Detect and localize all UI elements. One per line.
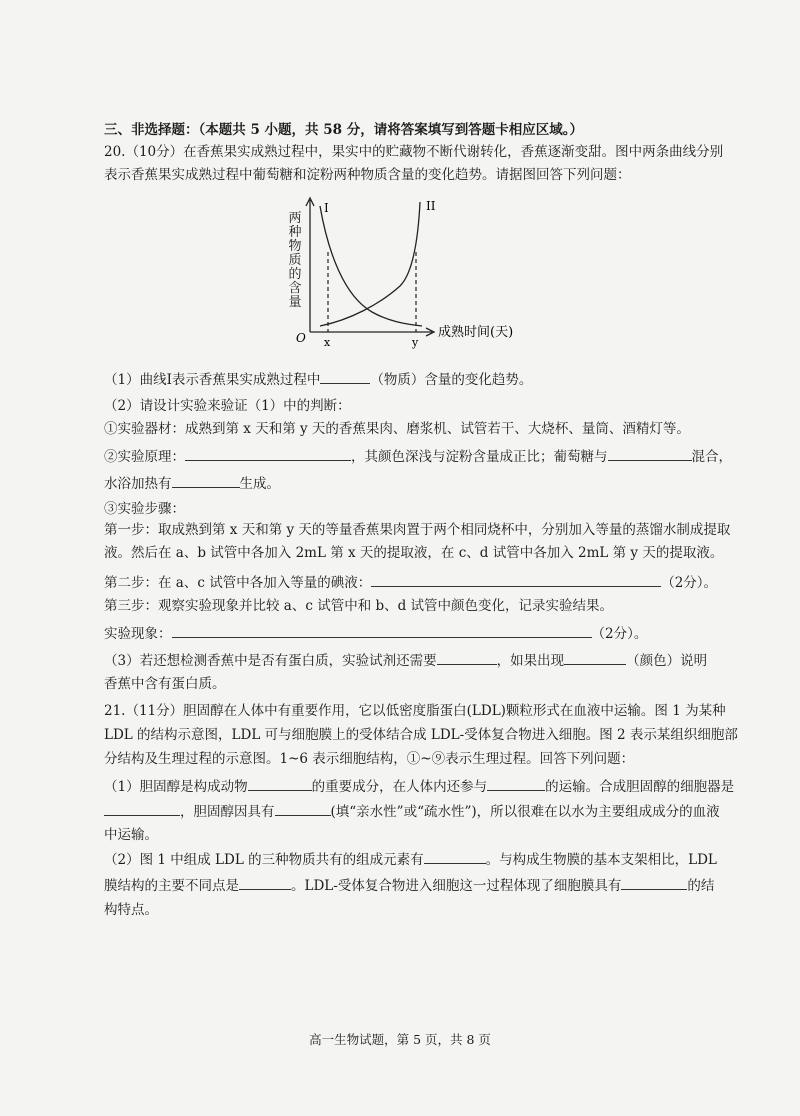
answer-blank[interactable] <box>248 777 312 791</box>
answer-blank[interactable] <box>185 447 351 461</box>
q20-materials: ①实验器材：成熟到第 x 天和第 y 天的香蕉果肉、磨浆机、试管若干、大烧杯、量筒、酒精灯等。 <box>104 421 690 437</box>
q20-phenomenon-text: 实验现象： <box>104 626 172 642</box>
q20-step-1-line-2: 液。然后在 a、b 试管中各加入 2mL 第 x 天的提取液，在 c、d 试管中各加入 2mL 第 y 天的提取液。 <box>104 545 724 561</box>
q21-p1-text-b: 的重要成分，在人体内还参与 <box>311 779 488 795</box>
answer-blank[interactable] <box>275 802 331 816</box>
q20-part-3-line-1 <box>104 651 744 670</box>
q20-intro-line-1: 20.（10分）在香蕉果实成熟过程中，果实中的贮藏物不断代谢转化，香蕉逐渐变甜。图中两条曲线分别 <box>104 144 724 160</box>
answer-blank[interactable] <box>424 850 486 864</box>
q20-p1-text-a: （1）曲线Ⅰ表示香蕉果实成熟过程中 <box>104 372 321 388</box>
y-tick-label: y <box>412 336 419 349</box>
q21-p2-text-a: （2）图 1 中组成 LDL 的三种物质共有的组成元素有 <box>104 852 424 868</box>
curve-2 <box>320 202 420 326</box>
q21-part-1-line-1 <box>104 777 744 796</box>
q20-p3-text-c: （颜色）说明 <box>626 653 708 669</box>
answer-blank[interactable] <box>608 447 692 461</box>
q21-p1-text-a: （1）胆固醇是构成动物 <box>104 779 248 795</box>
q21-p1-text-e: (填“亲水性”或“疏水性”)，所以很难在以水为主要组成成分的血液 <box>330 804 720 820</box>
q20-phenomenon <box>104 624 744 643</box>
answer-blank[interactable] <box>320 370 370 384</box>
q20-step-1-line-1: 第一步：取成熟到第 x 天和第 y 天的等量香蕉果肉置于两个相同烧杯中，分别加入等量的蒸馏水制成提取 <box>104 522 731 538</box>
q21-p2-text-d: 。LDL-受体复合物进入细胞这一过程体现了细胞膜具有 <box>291 878 622 894</box>
q21-intro-line-1: 21.（11分）胆固醇在人体中有重要作用，它以低密度脂蛋白(LDL)颗粒形式在血液中运输。图 1 为某种 <box>104 703 726 719</box>
q20-phenomenon-points: （2分）。 <box>591 626 648 642</box>
q21-part-1-line-2 <box>104 802 744 821</box>
q20-step-2-points: （2分）。 <box>661 575 718 591</box>
q20-graph-svg <box>280 192 542 352</box>
curve-1-label: I <box>324 201 329 215</box>
q20-p3-text-b: ，如果出现 <box>496 653 565 669</box>
q20-step-3: 第三步：观察实验现象并比较 a、c 试管中和 b、d 试管中颜色变化，记录实验结果。 <box>104 598 614 614</box>
q20-principle-line-2 <box>104 474 744 493</box>
q20-part-3-line-2: 香蕉中含有蛋白质。 <box>104 676 226 692</box>
q20-principle-text-b: ，其颜色深浅与淀粉含量成正比；葡萄糖与 <box>351 449 608 465</box>
q21-intro-line-3: 分结构及生理过程的示意图。1~6 表示细胞结构，①~⑨表示生理过程。回答下列问题： <box>104 751 635 767</box>
q20-principle-line-1 <box>104 447 744 466</box>
q20-graph <box>280 192 542 352</box>
answer-blank[interactable] <box>172 624 592 638</box>
q21-part-1-line-3: 中运输。 <box>104 827 158 843</box>
q21-p2-text-e: 的结 <box>687 878 715 894</box>
q21-p2-text-b: 。与构成生物膜的基本支架相比，LDL <box>485 852 717 868</box>
q20-principle-text-a: ②实验原理： <box>104 449 185 465</box>
curve-1 <box>320 206 422 326</box>
y-axis-label: 两种物质的含量 <box>288 211 302 310</box>
section-heading: 三、非选择题：（本题共 5 小题，共 58 分，请将答案填写到答题卡相应区域。） <box>104 122 583 138</box>
q20-steps-heading: ③实验步骤： <box>104 501 185 517</box>
q21-p1-text-c: 的运输。合成胆固醇的细胞器是 <box>545 779 735 795</box>
q21-intro-line-2: LDL 的结构示意图，LDL 可与细胞膜上的受体结合成 LDL-受体复合物进入细胞。图 2 表示某组织细胞部 <box>104 727 738 743</box>
x-axis-label: 成熟时间(天) <box>438 325 514 340</box>
answer-blank[interactable] <box>239 876 291 890</box>
q20-principle-text-d: 水浴加热有 <box>104 476 172 492</box>
answer-blank[interactable] <box>172 474 240 488</box>
q20-principle-text-c: 混合， <box>691 449 732 465</box>
q21-part-2-line-2 <box>104 876 744 895</box>
answer-blank[interactable] <box>487 777 545 791</box>
q21-p2-text-c: 膜结构的主要不同点是 <box>104 878 239 894</box>
answer-blank[interactable] <box>371 573 661 587</box>
x-tick-label: x <box>324 336 331 349</box>
origin-label: O <box>296 331 306 345</box>
answer-blank[interactable] <box>104 802 180 816</box>
answer-blank[interactable] <box>437 651 497 665</box>
q20-p3-text-a: （3）若还想检测香蕉中是否有蛋白质，实验试剂还需要 <box>104 653 437 669</box>
q21-part-2-line-1 <box>104 850 744 869</box>
q21-p1-text-d: ，胆固醇因具有 <box>180 804 275 820</box>
q20-step-2 <box>104 573 744 592</box>
curve-2-label: II <box>426 199 436 213</box>
q20-step-2-text: 第二步：在 a、c 试管中各加入等量的碘液： <box>104 575 372 591</box>
q20-part-1 <box>104 370 744 389</box>
q20-part-2: （2）请设计实验来验证（1）中的判断： <box>104 398 351 414</box>
answer-blank[interactable] <box>621 876 687 890</box>
q20-principle-text-e: 生成。 <box>239 476 280 492</box>
answer-blank[interactable] <box>564 651 626 665</box>
q20-p1-text-b: （物质）含量的变化趋势。 <box>370 372 533 388</box>
q20-intro-line-2: 表示香蕉果实成熟过程中葡萄糖和淀粉两种物质含量的变化趋势。请据图回答下列问题： <box>104 167 631 183</box>
q21-part-2-line-3: 构特点。 <box>104 902 158 918</box>
page-footer: 高一生物试题，第 5 页，共 8 页 <box>309 1032 491 1047</box>
